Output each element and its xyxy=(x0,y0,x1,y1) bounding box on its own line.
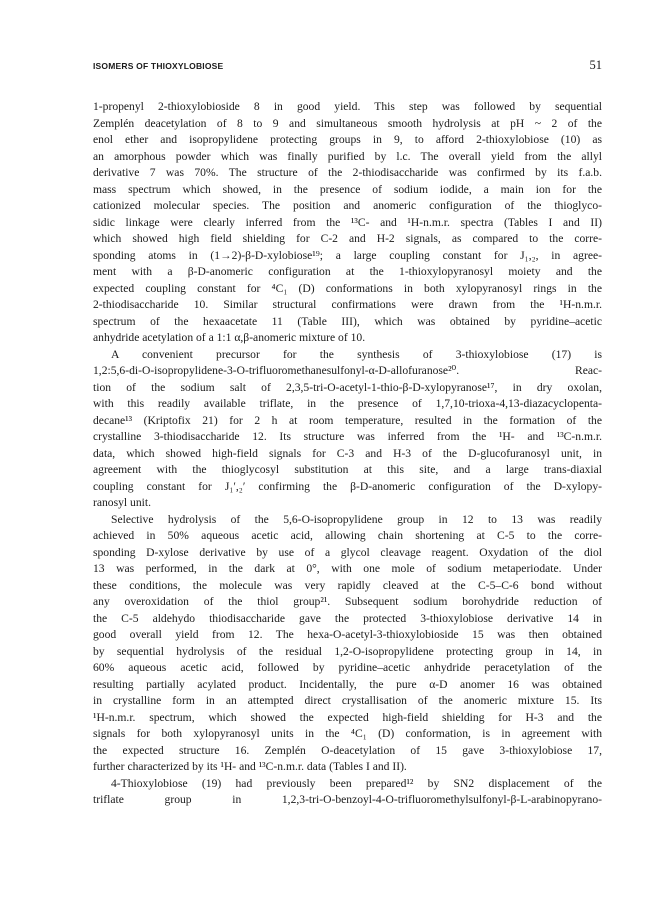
text-line: ranosyl unit. xyxy=(93,496,151,509)
running-head xyxy=(93,58,602,80)
text-line: triflate group in 1,2,3-tri-O-benzoyl-4-O-trifluoromethylsulfonyl-β-L-arabinopyrano- xyxy=(93,793,602,806)
text-line: 1-propenyl 2-thioxylobioside 8 in good yield. This step was followed by sequential xyxy=(93,100,602,113)
text-line: ¹H-n.m.r. spectrum, which showed the expected high-field shielding for H-3 and the xyxy=(93,710,602,724)
text-line: sidic linkage were clearly inferred from the ¹³C- and ¹H-n.m.r. spectra (Tables I and II) xyxy=(93,215,602,229)
paragraph xyxy=(93,512,602,776)
text-line: ment with a β-D-anomeric configuration at the 1-thioxylopyranosyl moiety and the xyxy=(93,265,602,278)
text-line: 1,2:5,6-di-O-isopropylidene-3-O-trifluoromethanesulfonyl-α-D-allofuranose²⁰. Reac- xyxy=(93,364,602,377)
text-line: any overoxidation of the thiol group²¹. Subsequent sodium borohydride reduction of xyxy=(93,595,602,608)
text-line: agreement with the thioglycosyl substitution at this site, and a large trans-diaxial xyxy=(93,463,602,476)
text-line: achieved in 50% aqueous acetic acid, allowing chain shortening at C-5 to the corre- xyxy=(93,529,602,542)
text-line: 60% aqueous acetic acid, followed by pyridine–acetic anhydride peracetylation of the xyxy=(93,661,602,674)
text-line: good overall yield from 12. The hexa-O-acetyl-3-thioxylobioside 15 was then obtained xyxy=(93,628,602,641)
text-line: derivative 7 was 70%. The structure of the 2-thiodisaccharide was confirmed by its f.a.b. xyxy=(93,166,602,179)
body-text xyxy=(93,99,602,809)
text-line: in crystalline form in an attempted direct crystallisation of the anomeric mixture 15. Its xyxy=(93,694,602,707)
page-number: 51 xyxy=(589,58,602,72)
text-line: the C-5 aldehydo thiodisaccharide gave the protected 3-thioxylobiose derivative 14 in xyxy=(93,611,602,625)
text-line: which showed high field shielding for C-2 and H-2 signals, as compared to the corre- xyxy=(93,232,602,245)
text-line: crystalline 3-thiodisaccharide 12. Its structure was inferred from the ¹H- and ¹³C-n.m.r. xyxy=(93,430,602,443)
text-line: expected coupling constant for ⁴C₁ (D) conformations in both xylopyranosyl rings in the xyxy=(93,281,602,295)
text-line: by sequential hydrolysis of the residual 1,2-O-isopropylidene protecting group in 14, in xyxy=(93,644,602,658)
text-line: A convenient precursor for the synthesis of 3-thioxylobiose (17) is xyxy=(111,347,602,361)
text-line: 2-thiodisaccharide 10. Similar structural confirmations were drawn from the ¹H-n.m.r. xyxy=(93,298,602,311)
text-line: spectrum of the hexaacetate 11 (Table III), which was obtained by pyridine–acetic xyxy=(93,314,602,328)
text-line: 4-Thioxylobiose (19) had previously been prepared¹² by SN2 displacement of the xyxy=(111,776,602,790)
text-line: data, which showed high-field signals for C-3 and H-3 of the D-glucofuranosyl unit, in xyxy=(93,446,602,460)
running-head-title: ISOMERS OF THIOXYLOBIOSE xyxy=(93,61,224,71)
text-line: these conditions, the molecule was very rapidly cleaved at the C-5–C-6 bond without xyxy=(93,578,602,592)
paragraph xyxy=(93,99,602,347)
text-line: tion of the sodium salt of 2,3,5-tri-O-acetyl-1-thio-β-D-xylopyranose¹⁷, in dry oxolan, xyxy=(93,380,602,394)
text-line: with this readily available triflate, in the presence of 1,7,10-trioxa-4,13-diazacyclopenta- xyxy=(93,397,602,410)
text-line: an amorphous powder which was finally purified by l.c. The overall yield from the allyl xyxy=(93,149,602,163)
paragraph xyxy=(93,347,602,512)
paragraph xyxy=(93,776,602,809)
text-line: coupling constant for J₁′,₂′ confirming the β-D-anomeric configuration of the D-xylopy- xyxy=(93,479,602,493)
text-line: signals for both xylopyranosyl units in the ⁴C₁ (D) conformation, is in agreement with xyxy=(93,727,602,740)
text-line: mass spectrum which showed, in the presence of sodium iodide, a main ion for the xyxy=(93,182,602,196)
text-line: anhydride acetylation of a 1:1 α,β-anomeric mixture of 10. xyxy=(93,331,366,344)
text-line: sponding atoms in (1→2)-β-D-xylobiose¹⁹; a large coupling constant for J₁,₂, in agree- xyxy=(93,248,602,262)
text-line: enol ether and isopropylidene protecting groups in 9, to afford 2-thioxylobiose (10) as xyxy=(93,133,602,146)
text-line: resulting partially acylated product. Incidentally, the pure α-D anomer 16 was obtained xyxy=(93,677,602,691)
text-line: Zemplén deacetylation of 8 to 9 and simultaneous smooth hydrolysis at pH ~ 2 of the xyxy=(93,116,602,130)
text-line: Selective hydrolysis of the 5,6-O-isopropylidene group in 12 to 13 was readily xyxy=(111,512,602,526)
text-line: cationized molecular species. The position and anomeric configuration of the thioglyco- xyxy=(93,199,602,212)
text-line: decane¹³ (Kriptofix 21) for 2 h at room temperature, resulted in the formation of the xyxy=(93,413,602,427)
text-line: 13 was performed, in the dark at 0°, with one mole of sodium metaperiodate. Under xyxy=(93,562,602,575)
text-line: the expected structure 16. Zemplén O-deacetylation of 15 gave 3-thioxylobiose 17, xyxy=(93,743,602,757)
text-line: further characterized by its ¹H- and ¹³C-n.m.r. data (Tables I and II). xyxy=(93,760,407,773)
text-line: sponding D-xylose derivative by use of a glycol cleavage reagent. Oxydation of the diol xyxy=(93,545,602,559)
